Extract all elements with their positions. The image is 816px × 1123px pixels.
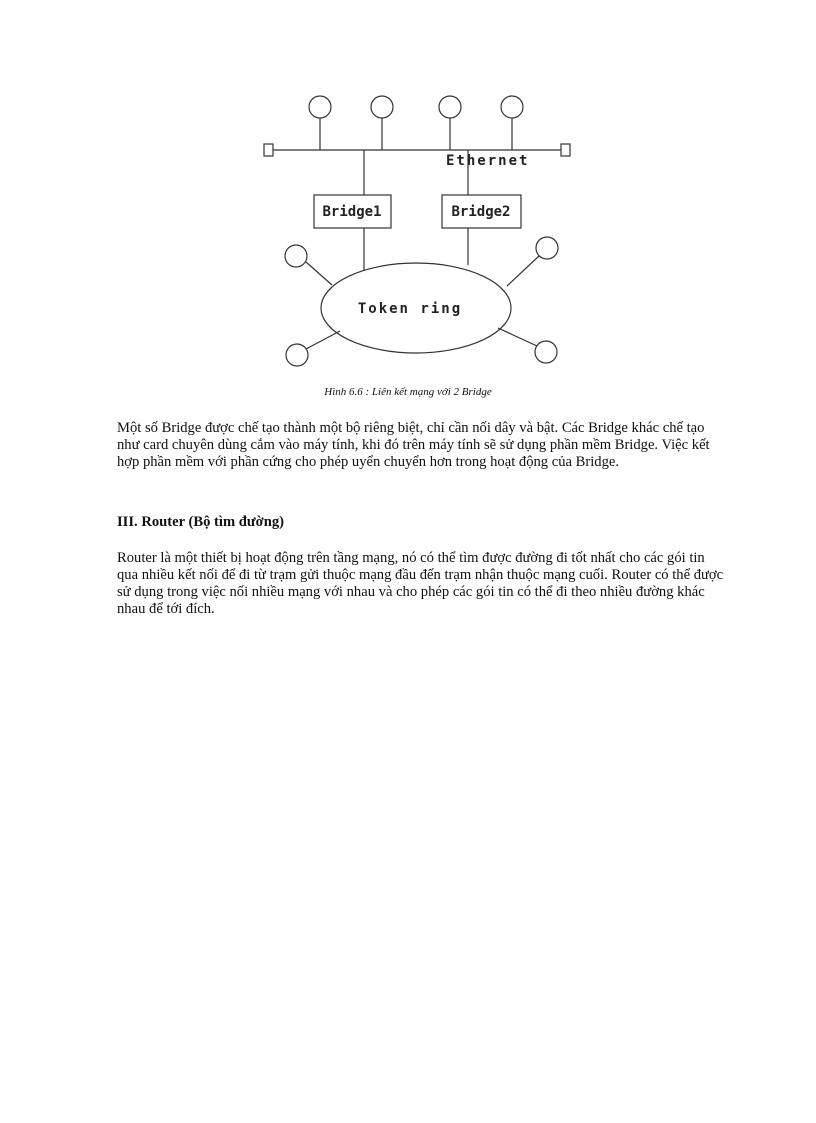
ring-station [285, 245, 332, 285]
ethernet-station [309, 96, 331, 150]
ring-station [507, 237, 558, 286]
ring-station [286, 331, 340, 366]
network-diagram [250, 88, 580, 378]
token-ring-label: Token ring [357, 301, 463, 317]
bus-terminator-right [561, 144, 570, 156]
paragraph-router: Router là một thiết bị hoạt động trên tầng mạng, nó có thể tìm được đường đi tốt nhất cho các gói tin qua nhiều kết nối để đi từ trạm gửi thuộc mạng đầu đến trạm nhận thuộc mạng cuối. Router có thể được sử dụng trong việc nối nhiều mạng với nhau và cho phép các gói tin có thể đi theo nhiều đường khác nhau để tới đích. [117, 550, 724, 617]
bridge2-label: Bridge2 [451, 204, 511, 220]
paragraph-bridge: Một số Bridge được chế tạo thành một bộ riêng biệt, chỉ cần nối dây và bật. Các Bridge khác chế tạo như card chuyên dùng cắm vào máy tính, khi đó trên máy tính sẽ sử dụng phần mềm Bridge. Việc kết hợp phần mềm với phần cứng cho phép uyển chuyển hơn trong hoạt động của Bridge. [117, 420, 710, 470]
ring-station [498, 328, 557, 363]
ethernet-station [501, 96, 523, 150]
bus-terminator-left [264, 144, 273, 156]
ethernet-station [439, 96, 461, 150]
figure-caption: Hình 6.6 : Liên kết mạng với 2 Bridge [324, 386, 492, 398]
section-heading: III. Router (Bộ tìm đường) [117, 514, 284, 530]
bridge1-label: Bridge1 [322, 204, 382, 220]
ethernet-label: Ethernet [446, 153, 530, 169]
ethernet-station [371, 96, 393, 150]
